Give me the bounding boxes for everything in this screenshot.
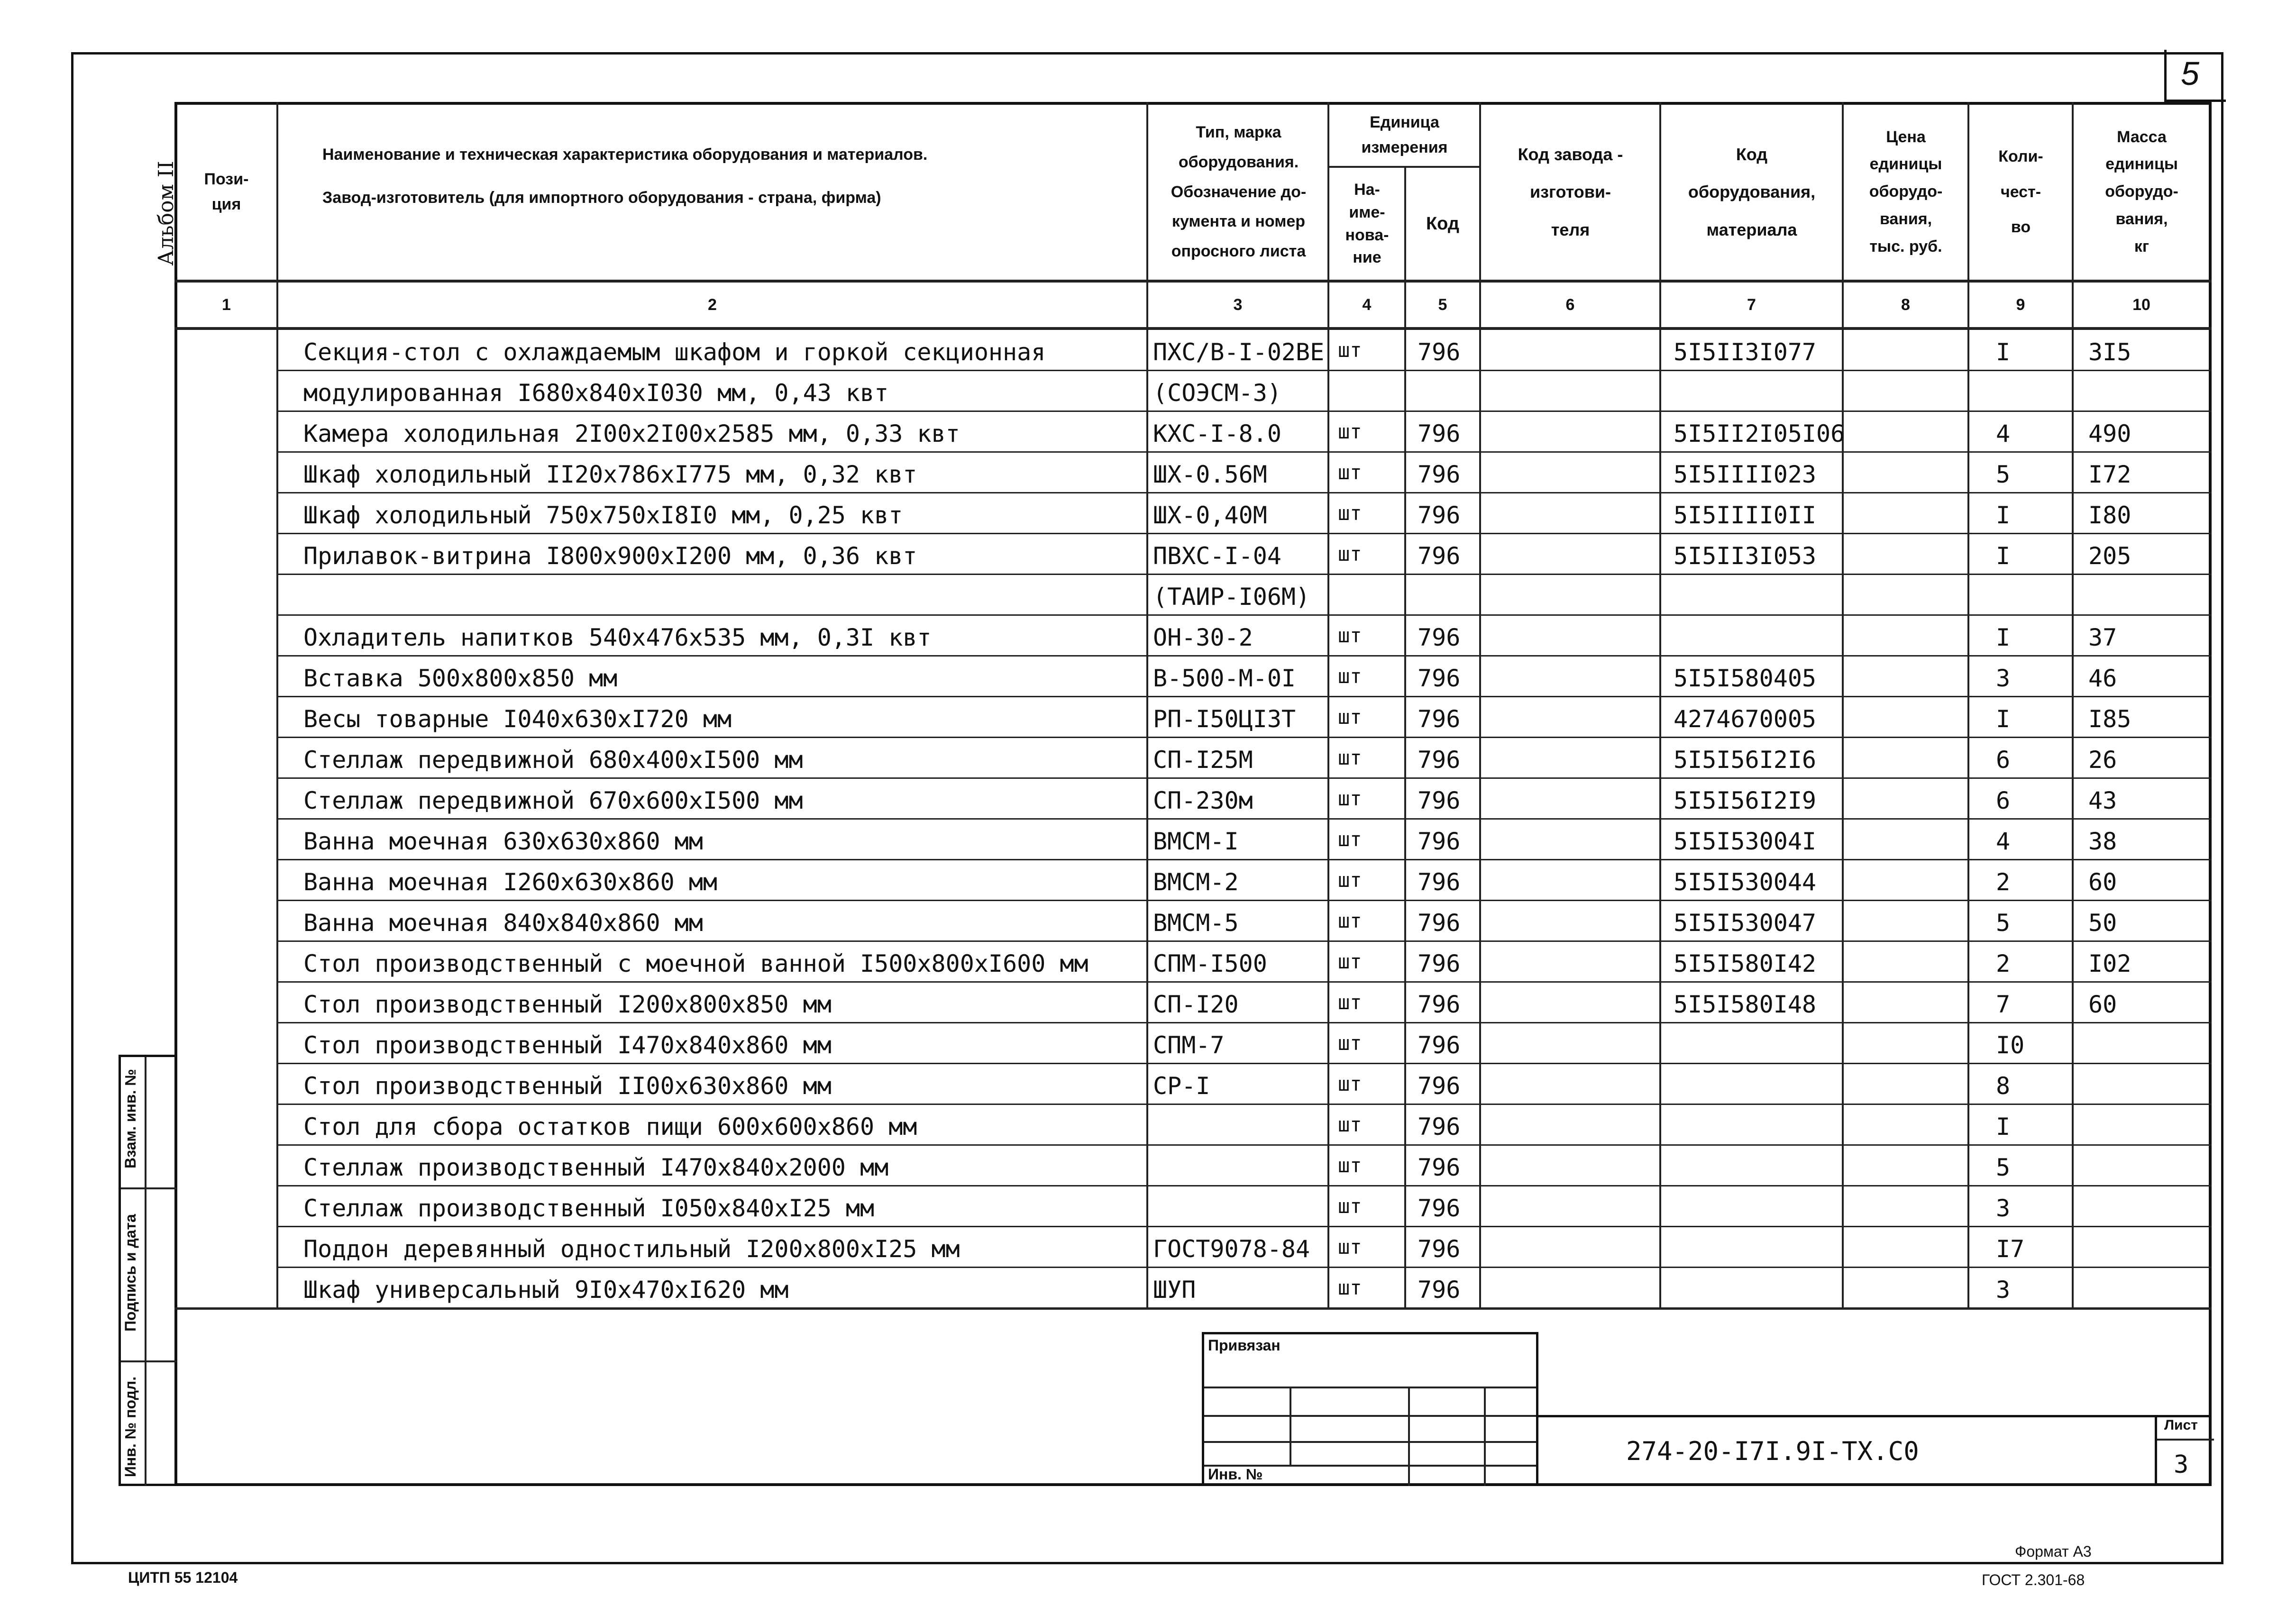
cell-qty: 3 <box>1996 1276 2011 1304</box>
colnum-1: 1 <box>222 295 231 314</box>
cell-equip-code: 5I5I530044 <box>1674 868 1817 896</box>
row-separator <box>276 655 2212 657</box>
side-stamp-podpis: Подпись и дата <box>121 1214 139 1332</box>
cell-unit: шт <box>1338 1154 1362 1177</box>
row-separator <box>276 859 2212 860</box>
cell-name: Камера холодильная 2I00x2I00x2585 мм, 0,33 квт <box>303 420 960 447</box>
cell-mass: I80 <box>2088 502 2131 529</box>
cell-code: 796 <box>1418 1195 1461 1222</box>
row-separator <box>276 533 2212 534</box>
cell-mass: 490 <box>2088 420 2131 447</box>
cell-qty: 2 <box>1996 950 2011 977</box>
side-stamp-vzam: Взам. инв. № <box>121 1069 139 1168</box>
cell-name: Ванна моечная 840x840x860 мм <box>303 909 703 937</box>
cell-qty: 7 <box>1996 991 2011 1018</box>
cell-type: В-500-М-0I <box>1153 665 1296 692</box>
row-separator <box>276 900 2212 901</box>
header-mass: Масса единицы оборудо- вания, кг <box>2105 128 2178 255</box>
cell-unit: шт <box>1338 461 1362 484</box>
cell-unit: шт <box>1338 868 1362 892</box>
cell-qty: I <box>1996 624 2011 651</box>
cell-mass: I02 <box>2088 950 2131 977</box>
cell-code: 796 <box>1418 991 1461 1018</box>
cell-qty: 5 <box>1996 461 2011 488</box>
colnum-6: 6 <box>1565 295 1575 314</box>
cell-code: 796 <box>1418 502 1461 529</box>
cell-code: 796 <box>1418 746 1461 774</box>
side-stamp-divider-1 <box>121 1187 177 1189</box>
row-separator <box>276 411 2212 412</box>
cell-type: ВМСМ-2 <box>1153 868 1239 896</box>
row-separator <box>276 492 2212 493</box>
row-separator <box>276 1063 2212 1064</box>
cell-code: 796 <box>1418 338 1461 366</box>
colnum-2: 2 <box>708 295 717 314</box>
header-quantity: Коли- чест- во <box>1998 147 2043 237</box>
cell-type: ГОСТ9078-84 <box>1153 1235 1310 1263</box>
cell-unit: шт <box>1338 542 1362 566</box>
list-number: 3 <box>2174 1451 2189 1479</box>
cell-code: 796 <box>1418 1235 1461 1263</box>
cell-unit: шт <box>1338 705 1362 729</box>
cell-name: Шкаф холодильный 750x750xI8I0 мм, 0,25 квт <box>303 502 903 529</box>
privyazan-box <box>1202 1332 1538 1486</box>
row-separator <box>276 1144 2212 1146</box>
privyazan-v1 <box>1290 1387 1291 1465</box>
privyazan-v3 <box>1484 1387 1486 1486</box>
footer-gost: ГОСТ 2.301-68 <box>1982 1571 2085 1588</box>
cell-mass: 60 <box>2088 868 2117 896</box>
cell-code: 796 <box>1418 665 1461 692</box>
cell-equip-code: 5I5I530047 <box>1674 909 1817 937</box>
cell-equip-code: 5I5II2I05I06 <box>1674 420 1845 447</box>
colnum-4: 4 <box>1362 295 1372 314</box>
cell-qty: 4 <box>1996 420 2011 447</box>
header-name-line1: Наименование и техническая характеристика оборудования и материалов. <box>322 146 928 164</box>
footer-format: Формат А3 <box>2015 1543 2092 1560</box>
cell-mass: 38 <box>2088 828 2117 855</box>
cell-name: Весы товарные I040x630xI720 мм <box>303 705 732 733</box>
row-separator <box>276 940 2212 942</box>
cell-name: Стол производственный с моечной ванной I500x800xI600 мм <box>303 950 1089 977</box>
row-separator <box>276 818 2212 820</box>
header-unit-group: Единица измерения <box>1361 113 1448 156</box>
header-name-line2: Завод-изготовитель (для импортного оборудования - страна, фирма) <box>322 188 881 207</box>
cell-unit: шт <box>1338 338 1362 362</box>
cell-name: Стеллаж передвижной 680x400xI500 мм <box>303 746 803 774</box>
row-separator <box>276 574 2212 575</box>
cell-type: СПМ-7 <box>1153 1031 1225 1059</box>
cell-unit: шт <box>1338 665 1362 688</box>
cell-qty: 3 <box>1996 1195 2011 1222</box>
cell-mass: 50 <box>2088 909 2117 937</box>
cell-unit: шт <box>1338 787 1362 810</box>
cell-qty: I <box>1996 1113 2011 1140</box>
cell-name: Стол производственный II00x630x860 мм <box>303 1072 832 1100</box>
header-name <box>284 104 1143 280</box>
privyazan-v2 <box>1408 1387 1410 1486</box>
colnum-bottom-line <box>174 327 2212 330</box>
footer-left: ЦИТП 55 12104 <box>128 1569 238 1586</box>
cell-unit: шт <box>1338 1235 1362 1259</box>
cell-qty: 4 <box>1996 828 2011 855</box>
header-type: Тип, марка оборудования. Обозначение до- кумента и номер опросного листа <box>1171 123 1307 261</box>
cell-unit: шт <box>1338 828 1362 851</box>
cell-equip-code: 5I5I56I2I6 <box>1674 746 1817 774</box>
cell-equip-code: 5I5II3I077 <box>1674 338 1817 366</box>
cell-unit: шт <box>1338 1276 1362 1299</box>
privyazan-h3 <box>1204 1441 1536 1443</box>
cell-qty: 2 <box>1996 868 2011 896</box>
cell-code: 796 <box>1418 624 1461 651</box>
cell-code: 796 <box>1418 909 1461 937</box>
cell-code: 796 <box>1418 1072 1461 1100</box>
colnum-7: 7 <box>1747 295 1756 314</box>
cell-mass: 205 <box>2088 542 2131 570</box>
row-separator <box>276 451 2212 453</box>
cell-type: СР-I <box>1153 1072 1210 1100</box>
header-unit-name: На- име- нова- ние <box>1345 181 1389 267</box>
cell-unit: шт <box>1338 624 1362 647</box>
cell-equip-code: 5I5I580I42 <box>1674 950 1817 977</box>
cell-type: (ТАИР-I06М) <box>1153 583 1310 611</box>
row-separator <box>276 777 2212 779</box>
inv-no-label: Инв. № <box>1208 1466 1263 1483</box>
cell-unit: шт <box>1338 420 1362 443</box>
cell-type: ВМСМ-I <box>1153 828 1239 855</box>
cell-equip-code: 5I5IIII023 <box>1674 461 1817 488</box>
cell-unit: шт <box>1338 991 1362 1014</box>
cell-qty: 5 <box>1996 1154 2011 1181</box>
cell-unit: шт <box>1338 1072 1362 1095</box>
cell-qty: I7 <box>1996 1235 2025 1263</box>
cell-code: 796 <box>1418 1031 1461 1059</box>
cell-unit: шт <box>1338 502 1362 525</box>
document-code: 274-20-I7I.9I-ТХ.С0 <box>1626 1436 1919 1466</box>
cell-type: ШУП <box>1153 1276 1196 1304</box>
cell-code: 796 <box>1418 868 1461 896</box>
row-separator <box>276 370 2212 371</box>
cell-code: 796 <box>1418 542 1461 570</box>
cell-type: ВМСМ-5 <box>1153 909 1239 937</box>
cell-type: СПМ-I500 <box>1153 950 1267 977</box>
cell-unit: шт <box>1338 909 1362 932</box>
cell-mass: 60 <box>2088 991 2117 1018</box>
row-separator <box>276 1185 2212 1186</box>
cell-qty: I <box>1996 502 2011 529</box>
cell-name: Стол производственный I470x840x860 мм <box>303 1031 832 1059</box>
cell-name: Стол для сбора остатков пищи 600x600x860 мм <box>303 1113 917 1140</box>
list-label: Лист <box>2164 1417 2198 1433</box>
cell-type: ШХ-0,40М <box>1153 502 1267 529</box>
title-block-line <box>1538 1415 2212 1417</box>
header-price: Цена единицы оборудо- вания, тыс. руб. <box>1869 128 1943 255</box>
cell-name: Стеллаж производственный I470x840x2000 мм <box>303 1154 889 1181</box>
cell-equip-code: 5I5II3I053 <box>1674 542 1817 570</box>
cell-name: Охладитель напитков 540x476x535 мм, 0,3I квт <box>303 624 932 651</box>
header-factory-code: Код завода - изготови- теля <box>1518 145 1623 239</box>
cell-equip-code: 5I5I56I2I9 <box>1674 787 1817 814</box>
cell-equip-code: 5I5I53004I <box>1674 828 1817 855</box>
row-separator <box>276 981 2212 983</box>
cell-equip-code: 5I5IIII0II <box>1674 502 1817 529</box>
header-equipment-code: Код оборудования, материала <box>1688 145 1816 239</box>
cell-qty: 8 <box>1996 1072 2011 1100</box>
cell-qty: I <box>1996 338 2011 366</box>
cell-type: СП-I25М <box>1153 746 1253 774</box>
cell-code: 796 <box>1418 461 1461 488</box>
side-stamp-inner-line <box>145 1057 146 1486</box>
privyazan-h1 <box>1204 1387 1536 1388</box>
row-separator <box>276 1307 2212 1309</box>
cell-type: СП-230м <box>1153 787 1253 814</box>
corner-number: 5 <box>2181 55 2199 92</box>
cell-mass: 46 <box>2088 665 2117 692</box>
cell-type: ПВХС-I-04 <box>1153 542 1281 570</box>
cell-name: Шкаф холодильный II20x786xI775 мм, 0,32 квт <box>303 461 917 488</box>
row-separator <box>276 1104 2212 1105</box>
cell-name: Ванна моечная I260x630x860 мм <box>303 868 717 896</box>
cell-name: Поддон деревянный одностильный I200x800xI25 мм <box>303 1235 960 1263</box>
cell-name: Стеллаж производственный I050x840xI25 мм <box>303 1195 875 1222</box>
cell-type: ШХ-0.56М <box>1153 461 1267 488</box>
cell-qty: I0 <box>1996 1031 2025 1059</box>
cell-code: 796 <box>1418 828 1461 855</box>
row-separator <box>276 737 2212 738</box>
cell-mass: I85 <box>2088 705 2131 733</box>
privyazan-h2 <box>1204 1415 1536 1417</box>
cell-mass: 26 <box>2088 746 2117 774</box>
row-separator <box>276 1226 2212 1227</box>
side-stamp-divider-2 <box>121 1360 177 1362</box>
cell-name: Стол производственный I200x800x850 мм <box>303 991 832 1018</box>
cell-type: СП-I20 <box>1153 991 1239 1018</box>
cell-qty: 6 <box>1996 787 2011 814</box>
row-separator <box>276 696 2212 697</box>
cell-name: Секция-стол с охлаждаемым шкафом и горкой секционная <box>303 338 1046 366</box>
cell-mass: 3I5 <box>2088 338 2131 366</box>
cell-type: ОН-30-2 <box>1153 624 1253 651</box>
cell-name: Прилавок-витрина I800x900xI200 мм, 0,36 квт <box>303 542 917 570</box>
cell-mass: I72 <box>2088 461 2131 488</box>
cell-unit: шт <box>1338 1195 1362 1218</box>
cell-equip-code: 5I5I580405 <box>1674 665 1817 692</box>
unit-group-line <box>1327 166 1479 168</box>
cell-type: (СОЭСМ-3) <box>1153 379 1281 407</box>
header-position: Пози- ция <box>204 170 249 213</box>
list-box-divider <box>2157 1439 2214 1441</box>
cell-code: 796 <box>1418 1276 1461 1304</box>
album-label: Альбом II <box>154 161 178 266</box>
cell-mass: 37 <box>2088 624 2117 651</box>
cell-mass: 43 <box>2088 787 2117 814</box>
cell-code: 796 <box>1418 787 1461 814</box>
side-stamp-inv: Инв. № подл. <box>121 1376 139 1478</box>
cell-type: КХС-I-8.0 <box>1153 420 1281 447</box>
cell-code: 796 <box>1418 1113 1461 1140</box>
cell-name: Ванна моечная 630x630x860 мм <box>303 828 703 855</box>
cell-code: 796 <box>1418 950 1461 977</box>
row-separator <box>276 1267 2212 1268</box>
colnum-8: 8 <box>1901 295 1910 314</box>
privyazan-label: Привязан <box>1208 1337 1281 1354</box>
colnum-9: 9 <box>2016 295 2025 314</box>
cell-code: 796 <box>1418 420 1461 447</box>
cell-qty: I <box>1996 705 2011 733</box>
cell-type: РП-I50ЦI3Т <box>1153 705 1296 733</box>
cell-unit: шт <box>1338 1031 1362 1055</box>
cell-qty: I <box>1996 542 2011 570</box>
row-separator <box>276 614 2212 616</box>
cell-qty: 5 <box>1996 909 2011 937</box>
cell-name: Стеллаж передвижной 670x600xI500 мм <box>303 787 803 814</box>
cell-unit: шт <box>1338 1113 1362 1136</box>
cell-name: Вставка 500x800x850 мм <box>303 665 618 692</box>
cell-qty: 6 <box>1996 746 2011 774</box>
colnum-10: 10 <box>2132 295 2150 314</box>
cell-code: 796 <box>1418 705 1461 733</box>
cell-unit: шт <box>1338 950 1362 973</box>
cell-equip-code: 4274670005 <box>1674 705 1817 733</box>
cell-name: модулированная I680x840xI030 мм, 0,43 квт <box>303 379 889 407</box>
colnum-3: 3 <box>1233 295 1243 314</box>
cell-qty: 3 <box>1996 665 2011 692</box>
colnum-5: 5 <box>1438 295 1447 314</box>
row-separator <box>276 1022 2212 1023</box>
cell-unit: шт <box>1338 746 1362 769</box>
cell-name: Шкаф универсальный 9I0x470xI620 мм <box>303 1276 789 1304</box>
cell-equip-code: 5I5I580I48 <box>1674 991 1817 1018</box>
cell-code: 796 <box>1418 1154 1461 1181</box>
cell-type: ПХС/В-I-02ВЕ <box>1153 338 1325 366</box>
header-unit-code: Код <box>1426 214 1460 234</box>
